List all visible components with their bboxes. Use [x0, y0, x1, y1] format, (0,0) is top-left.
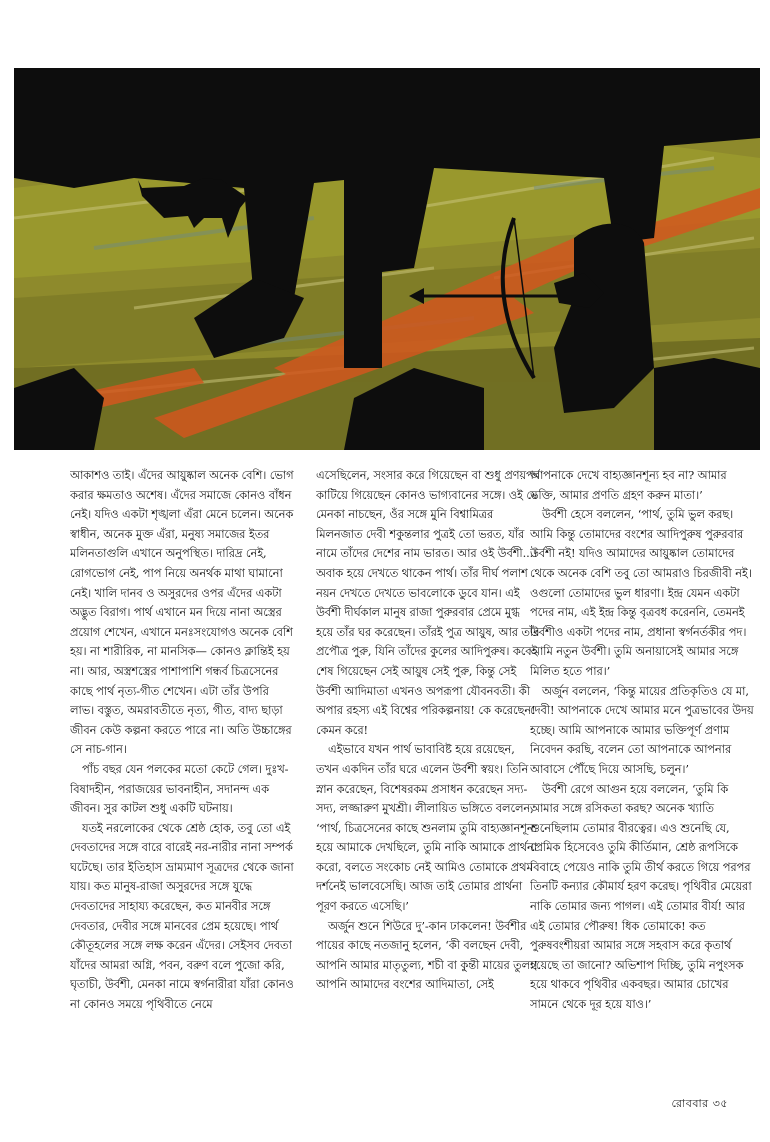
- illustration-archer-painting: [14, 68, 760, 450]
- page-folio: রোববার ৩৫: [671, 1097, 728, 1110]
- text-column-2: [316, 466, 540, 1058]
- text-column-3: [530, 466, 754, 1058]
- paragraph: পাঁচ বছর যেন পলকের মতো কেটে গেল। দুঃখ-বিষাদহীন, পরাজয়ের ভাবনাহীন, সদানন্দ এক জীবন। সুর কাটল শুধু একটি ঘটনায়।: [70, 761, 289, 816]
- paragraph: অর্জুন বললেন, ‘কিন্তু মায়ের প্রতিকৃতিও যে মা, দেবী! আপনাকে দেখে আমার মনে পুত্রভাবের উদয় হচ্ছে। আমি আপনাকে আমার ভক্তিপূর্ণ প্রণাম নিবেদন করছি, বলেন তো আপনাকে আপনার আবাসে পৌঁছে দিয়ে আসছি, চলুন।’: [530, 683, 754, 776]
- paragraph: যতই নরলোকের থেকে শ্রেষ্ঠ হোক, তবু তো এই দেবতাদের সঙ্গে বারে বারেই নর-নারীর নানা সম্পর্ক ঘটেছে। তার ইতিহাস ভ্রাম্যমাণ সূত্রদের থেকে জানা যায়। কত মানুষ-রাজা অসুরদের সঙ্গে যুদ্ধে দেবতাদের সাহায্য করেছেন, কত মানবীর সঙ্গে দেবতার, দেবীর সঙ্গে মানবের প্রেম হয়েছে। পার্থ কৌতূহলের সঙ্গে লক্ষ করেন এঁদের। সেইসব দেবতা যাঁদের আমরা অগ্নি, পবন, বরুণ বলে পুজো করি, ঘৃতাচী, উর্বশী, মেনকা নামে স্বর্গনারীরা যাঁরা কোনও না কোনও সময়ে পৃথিবীতে নেমে: [70, 820, 294, 1012]
- paragraph: আকাশও তাই। এঁদের আয়ুষ্কাল অনেক বেশি। ভোগ করার ক্ষমতাও অশেষ। এঁদের সমাজে কোনও বাঁধন নেই। যদিও একটা শৃঙ্খলা এঁরা মেনে চলেন। অনেক স্বাধীন, অনেক মুক্ত এঁরা, মনুষ্য সমাজের ইতর মলিনতাগুলি এখানে অনুপস্থিত। দারিদ্র নেই, রোগভোগ নেই, পাপ নিয়ে অনর্থক মাথা ঘামানো নেই। খালি দানব ও অসুরদের ওপর এঁদের একটা অদ্ভুত বিরাগ। পার্থ এখানে মন দিয়ে নানা অস্ত্রের প্রয়োগ শেখেন, এখানে মনঃসংযোগও অনেক বেশি হয়। না শারীরিক, না মানসিক— কোনও ক্লান্তিই হয় না। আর, অস্ত্রশস্ত্রের পাশাপাশি গন্ধর্ব চিত্রসেনের কাছে পার্থ নৃত্য-গীত শেখেন। এটা তাঁর উপরি লাভ। বস্তুত, অমরাবতীতে নৃত্য, গীত, বাদ্য ছাড়া জীবন কেউ কল্পনা করতে পারে না। অতি উচ্চাঙ্গের সে নাচ-গান।: [70, 468, 294, 757]
- paragraph: এসেছিলেন, সংসার করে গিয়েছেন বা শুধু প্রণয়পর্ব কাটিয়ে গিয়েছেন কোনও ভাগ্যবানের সঙ্গে। ওই যে মেনকা নাচছেন, ওঁর সঙ্গে মুনি বিশ্বামিত্রর মিলনজাত দেবী শকুন্তলার পুত্রই তো ভরত, যাঁর নামে তাঁদের দেশের নাম ভারত। আর ওই উর্বশী...। অবাক হয়ে দেখতে থাকেন পার্থ। তাঁর দীর্ঘ পলাশ নয়ন দেখতে দেখতে ভাবলোকে ডুবে যান। এই উর্বশী দীর্ঘকাল মানুষ রাজা পুরুরবার প্রেমে মুগ্ধ হয়ে তাঁর ঘর করেছেন। তাঁরই পুত্র আয়ুষ, আর তাঁর প্রপৌত্র পুরু, যিনি তাঁদের কুলের আদিপুরুষ। কবেই শেষ গিয়েছেন সেই আয়ুষ সেই পুরু, কিন্তু সেই উর্বশী আদিমাতা এখনও অপরূপা যৌবনবতী। কী অপার রহস্য এই বিশ্বের পরিকল্পনায়! কে করেছেন! কেমন করে!: [316, 468, 540, 737]
- archer-painting-icon: [14, 68, 760, 450]
- paragraph: উর্বশী হেসে বললেন, ‘পার্থ, তুমি ভুল করছ। আমি কিন্তু তোমাদের বংশের আদিপুরুষ পুরুরবার উর্বশী নই! যদিও আমাদের আয়ুষ্কাল তোমাদের থেকে অনেক বেশি তবু তো আমরাও চিরজীবী নই। ওগুলো তোমাদের ভুল ধারণা। ইন্দ্র যেমন একটা পদের নাম, এই ইন্দ্র কিন্তু বৃত্রবধ করেননি, তেমনই উর্বশীও একটা পদের নাম, প্রধানা স্বর্গনর্তকীর পদ। আমি নতুন উর্বশী। তুমি অনায়াসেই আমার সঙ্গে মিলিত হতে পার।’: [530, 507, 752, 678]
- paragraph: আপনাকে দেখে বাহ্যজ্ঞানশূন্য হব না? আমার ভক্তি, আমার প্রণতি গ্রহণ করুন মাতা।’: [530, 468, 727, 502]
- paragraph: উর্বশী রেগে আগুন হয়ে বললেন, ‘তুমি কি আমার সঙ্গে রসিকতা করছ? অনেক খ্যাতি শুনেছিলাম তোমার বীরত্বের। এও শুনেছি যে, প্রেমিক হিসেবেও তুমি কীর্তিমান, শ্রেষ্ঠ রূপসিকে বিবাহে পেয়েও নাকি তুমি তীর্থ করতে গিয়ে পরপর তিনটি কন্যার কৌমার্য হরণ করেছ। পৃথিবীর মেয়েরা নাকি তোমার জন্য পাগল। এই তোমার বীর্য! আর এই তোমার পৌরুষ! ধিক তোমাকে! কত পুরুষবংশীয়রা আমার সঙ্গে সহবাস করে কৃতার্থ হয়েছে তা জানো? অভিশাপ দিচ্ছি, তুমি নপুংসক হয়ে থাকবে পৃথিবীর একবছর। আমার চোখের সামনে থেকে দূর হয়ে যাও।’: [530, 781, 752, 1012]
- text-column-1: [70, 466, 294, 1058]
- paragraph: অর্জুন শুনে শিউরে দু’-কান ঢাকলেন! উর্বশীর পায়ের কাছে নতজানু হলেন, ‘কী বলছেন দেবী, আপনি আমার মাতৃতুল্য, শচী বা কুন্তী মায়ের তুল্য! আপনি আমাদের বংশের আদিমাতা, সেই: [316, 918, 538, 992]
- paragraph: এইভাবে যখন পার্থ ভাবাবিষ্ট হয়ে রয়েছেন, তখন একদিন তাঁর ঘরে এলেন উর্বশী স্বয়ং। তিনি স্নান করেছেন, বিশেষরকম প্রসাধন করেছেন সদ্য-সদ্য, লজ্জারুণ মুখশ্রী। লীলায়িত ভঙ্গিতে বললেন, ‘পার্থ, চিত্রসেনের কাছে শুনলাম তুমি বাহ্যজ্ঞানশূন্য হয়ে আমাকে দেখছিলে, তুমি নাকি আমাকে প্রার্থনা করো, বলতে সংকোচ নেই আমিও তোমাকে প্রথম দর্শনেই ভালবেসেছি। আজ তাই তোমার প্রার্থনা পূরণ করতে এসেছি।’: [316, 742, 537, 914]
